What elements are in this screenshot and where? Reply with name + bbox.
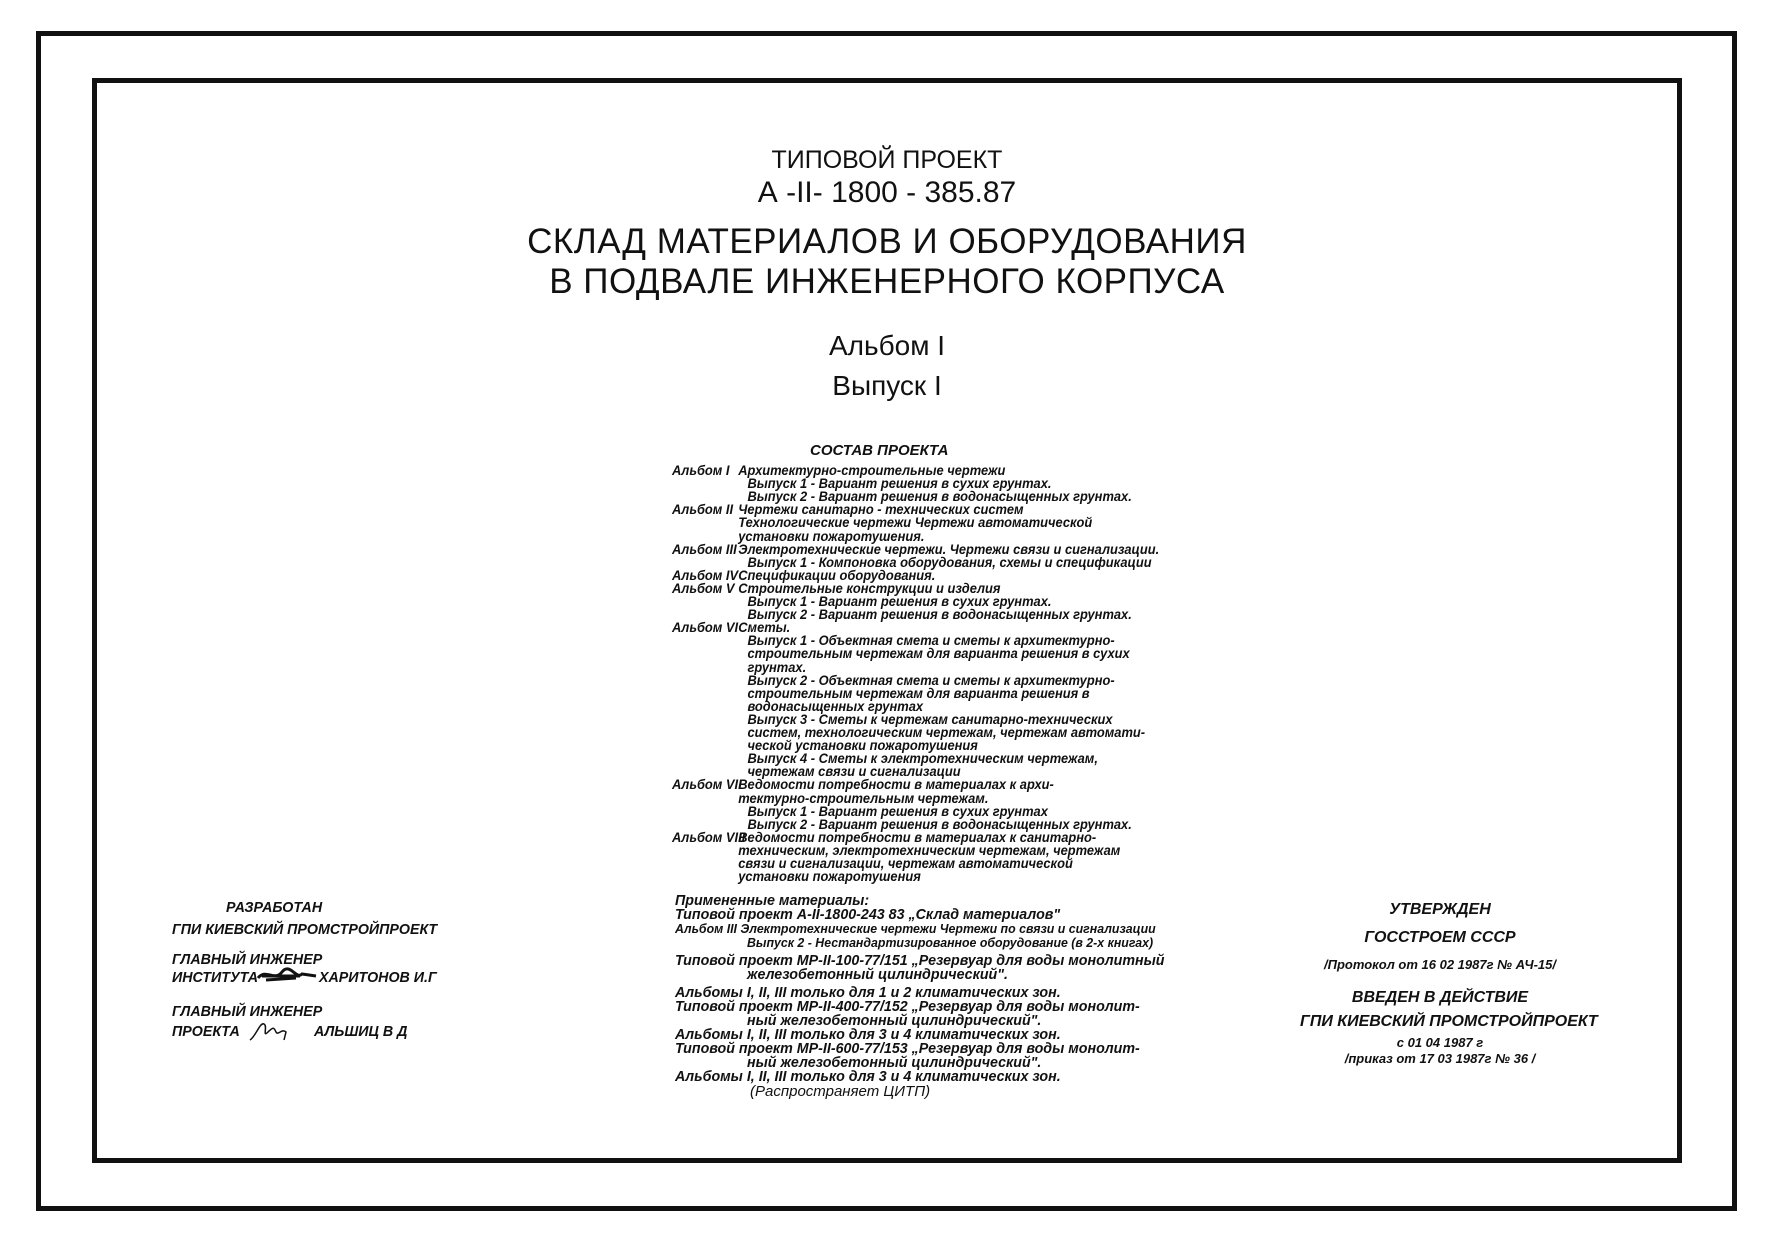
applied-material-line: Альбомы I, II, III только для 1 и 2 климатических зон. [675, 984, 1061, 1001]
composition-text: Выпуск 2 - Вариант решения в водонасыщенных грунтах. [747, 815, 1132, 832]
approval-protocol: /Протокол от 16 02 1987г № АЧ-15/ [1324, 957, 1556, 972]
composition-text: систем, технологическим чертежам, чертежам автомати- [747, 724, 1146, 740]
album-label: Альбом VI [672, 619, 739, 636]
enacted-org: ГПИ КИЕВСКИЙ ПРОМСТРОЙПРОЕКТ [1300, 1013, 1598, 1030]
composition-text: Выпуск 1 - Вариант решения в сухих грунтах [747, 802, 1048, 819]
enacted-date: с 01 04 1987 г [1396, 1035, 1484, 1050]
composition-heading: СОСТАВ ПРОЕКТА [810, 442, 949, 459]
composition-text: тектурно-строительным чертежам. [738, 789, 989, 806]
composition-text: Выпуск 2 - Объектная смета и сметы к архитектурно- [747, 671, 1115, 688]
album-label: Альбом VIII [672, 828, 746, 845]
composition-text: грунтах. [747, 658, 807, 675]
applied-material-line: Примененные материалы: [675, 892, 870, 909]
composition-text: Выпуск 1 - Объектная смета и сметы к архитектурно- [747, 632, 1115, 649]
applied-material-line: ный железобетонный цилиндрический". [747, 1054, 1042, 1071]
composition-text: связи и сигнализации, чертежам автоматической [738, 855, 1073, 871]
composition-text: строительным чертежам для варианта решения в сухих [747, 645, 1130, 662]
project-title-line1: СКЛАД МАТЕРИАЛОВ И ОБОРУДОВАНИЯ [527, 222, 1247, 261]
approved-heading: УТВЕРЖДЕН [1389, 901, 1491, 918]
applied-material-line: Типовой проект МР-II-400-77/152 „Резервуар для воды монолит- [675, 998, 1140, 1015]
chief-engineer-institute-title: ГЛАВНЫЙ ИНЖЕНЕР [172, 951, 323, 968]
composition-text: строительным чертежам для варианта решения в [747, 684, 1090, 701]
composition-text: Ведомости потребности в материалах к санитарно- [738, 828, 1097, 845]
enacted-order: /приказ от 17 03 1987г № 36 / [1344, 1051, 1536, 1066]
applied-material-line: Альбомы I, II, III только для 3 и 4 климатических зон. [675, 1026, 1061, 1043]
composition-text: Выпуск 2 - Вариант решения в водонасыщенных грунтах. [747, 606, 1132, 623]
composition-text: ческой установки пожаротушения [747, 737, 978, 754]
composition-text: Технологические чертежи Чертежи автоматической [738, 514, 1093, 531]
composition-text: Строительные конструкции и изделия [738, 579, 1001, 596]
applied-material-line: Типовой проект А-II-1800-243 83 „Склад материалов" [675, 906, 1061, 923]
signature-alshits [248, 1018, 292, 1044]
composition-text: Электротехнические чертежи. Чертежи связи и сигнализации. [738, 540, 1160, 557]
signature-kharitonov [256, 964, 318, 986]
developed-org: ГПИ КИЕВСКИЙ ПРОМСТРОЙПРОЕКТ [172, 921, 438, 938]
chief-engineer-project-label: ПРОЕКТА [172, 1023, 240, 1040]
chief-engineer-institute-name: ХАРИТОНОВ И.Г [319, 969, 437, 986]
issue-number: Выпуск I [832, 370, 942, 401]
chief-engineer-institute-label: ИНСТИТУТА [172, 969, 259, 986]
applied-material-line: железобетонный цилиндрический". [747, 966, 1008, 983]
approved-by: ГОССТРОЕМ СССР [1364, 929, 1516, 946]
developed-heading: РАЗРАБОТАН [226, 899, 323, 916]
chief-engineer-project-title: ГЛАВНЫЙ ИНЖЕНЕР [172, 1003, 323, 1020]
composition-text: установки пожаротушения [738, 868, 921, 885]
composition-text: Выпуск 2 - Вариант решения в водонасыщенных грунтах. [747, 488, 1132, 505]
applied-material-line: Альбомы I, II, III только для 3 и 4 климатических зон. [675, 1068, 1061, 1085]
composition-text: Ведомости потребности в материалах к архи- [738, 776, 1054, 793]
album-label: Альбом II [672, 501, 734, 518]
album-label: Альбом III [672, 540, 737, 557]
album-label: Альбом I [672, 462, 730, 478]
project-title-line2: В ПОДВАЛЕ ИНЖЕНЕРНОГО КОРПУСА [549, 262, 1225, 301]
album-label: Альбом VII [672, 776, 742, 793]
applied-material-line: Выпуск 2 - Нестандартизированное оборудование (в 2-х книгах) [747, 935, 1154, 950]
applied-material-line: Альбом III Электротехнические чертежи Чертежи по связи и сигнализации [675, 921, 1156, 936]
project-code: А -II- 1800 - 385.87 [757, 176, 1017, 209]
composition-text: чертежам связи и сигнализации [747, 763, 961, 780]
composition-text: техническим, электротехническим чертежам, чертежам [738, 841, 1121, 858]
composition-text: водонасыщенных грунтах [747, 697, 924, 714]
composition-text: Выпуск 3 - Сметы к чертежам санитарно-технических [747, 710, 1113, 727]
album-label: Альбом V [672, 579, 735, 596]
composition-text: Выпуск 4 - Сметы к электротехническим чертежам, [747, 750, 1098, 767]
album-label: Альбом IV [672, 566, 739, 583]
composition-text: Выпуск 1 - Компоновка оборудования, схемы и спецификации [747, 553, 1152, 570]
composition-text: Выпуск 1 - Вариант решения в сухих грунтах. [747, 593, 1052, 609]
composition-text: Чертежи санитарно - технических систем [738, 501, 1024, 518]
chief-engineer-project-name: АЛЬШИЦ В Д [314, 1023, 408, 1040]
doc-type: ТИПОВОЙ ПРОЕКТ [771, 146, 1003, 174]
applied-material-line: Типовой проект МР-II-100-77/151 „Резервуар для воды монолитный [675, 952, 1165, 969]
composition-text: Сметы. [738, 619, 791, 636]
applied-material-line: ный железобетонный цилиндрический". [747, 1012, 1042, 1029]
album-number: Альбом I [828, 330, 946, 361]
composition-text: установки пожаротушения. [738, 527, 925, 544]
composition-text: Спецификации оборудования. [738, 566, 936, 583]
distributor-note: (Распространяет ЦИТП) [750, 1083, 931, 1100]
applied-material-line: Типовой проект МР-II-600-77/153 „Резервуар для воды монолит- [675, 1040, 1140, 1057]
composition-text: Выпуск 1 - Вариант решения в сухих грунтах. [747, 475, 1052, 492]
enacted-heading: ВВЕДЕН В ДЕЙСТВИЕ [1351, 989, 1529, 1006]
composition-text: Архитектурно-строительные чертежи [738, 462, 1006, 478]
